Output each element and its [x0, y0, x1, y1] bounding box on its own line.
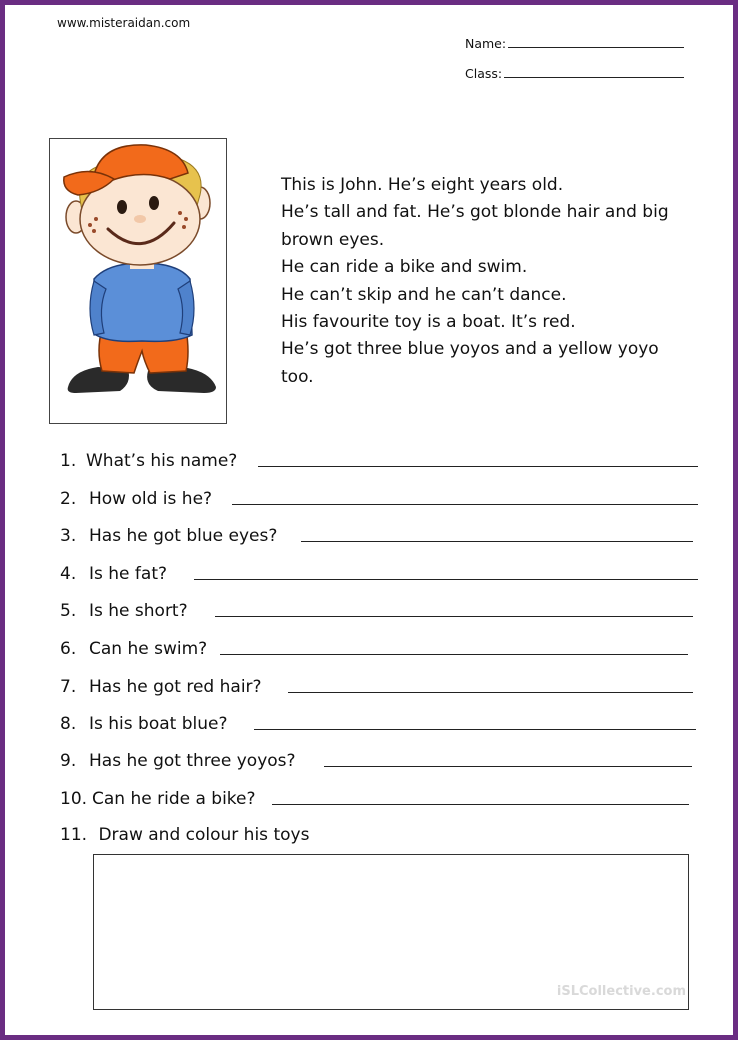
question-text: Is he fat? — [89, 564, 168, 584]
question-text: Can he ride a bike? — [92, 789, 256, 809]
question-number: 7. — [60, 677, 77, 697]
question-text: Is he short? — [89, 601, 188, 621]
question-3 — [60, 522, 277, 546]
question-text: Is his boat blue? — [89, 714, 228, 734]
question-text: Has he got red hair? — [89, 677, 262, 697]
question-number: 11. — [60, 825, 88, 845]
question-number: 2. — [60, 489, 77, 509]
question-number: 1. — [60, 451, 77, 471]
question-9 — [60, 747, 296, 771]
class-label: Class: — [465, 66, 503, 81]
question-8 — [60, 710, 227, 734]
answer-line-9[interactable] — [324, 747, 692, 771]
story-line: His favourite toy is a boat. It’s red. — [281, 312, 576, 333]
question-text: Has he got blue eyes? — [89, 526, 278, 546]
answer-line-7[interactable] — [288, 673, 693, 697]
question-text: Draw and colour his toys — [98, 825, 310, 845]
answer-line-8[interactable] — [254, 710, 696, 734]
question-6 — [60, 635, 207, 659]
website-url: www.misteraidan.com — [57, 16, 191, 30]
question-5 — [60, 597, 188, 621]
story-line: He’s tall and fat. He’s got blonde hair and big — [281, 202, 669, 223]
worksheet-page — [5, 5, 733, 1035]
question-number: 10. — [60, 789, 88, 809]
question-1 — [60, 447, 237, 471]
question-number: 4. — [60, 564, 77, 584]
drawing-box[interactable] — [93, 854, 689, 1010]
boy-cartoon-icon — [50, 139, 226, 423]
class-field[interactable] — [465, 66, 684, 81]
question-4 — [60, 560, 167, 584]
answer-line-5[interactable] — [215, 597, 693, 621]
question-text: What’s his name? — [86, 451, 238, 471]
answer-line-6[interactable] — [220, 635, 688, 659]
question-7 — [60, 673, 262, 697]
boy-illustration-frame — [49, 138, 227, 424]
watermark: iSLCollective.com — [556, 984, 686, 999]
name-answer-line[interactable] — [508, 47, 684, 48]
question-number: 5. — [60, 601, 77, 621]
story-line: too. — [281, 366, 314, 387]
question-2 — [60, 485, 212, 509]
question-number: 3. — [60, 526, 77, 546]
answer-line-2[interactable] — [232, 485, 698, 509]
answer-line-4[interactable] — [194, 560, 698, 584]
question-number: 6. — [60, 639, 77, 659]
question-number: 9. — [60, 751, 77, 771]
answer-line-10[interactable] — [272, 785, 689, 809]
question-10 — [60, 785, 256, 809]
story-line: He can’t skip and he can’t dance. — [281, 284, 567, 305]
story-line: This is John. He’s eight years old. — [281, 175, 564, 195]
answer-line-3[interactable] — [301, 522, 693, 546]
question-text: Can he swim? — [89, 639, 208, 659]
name-field[interactable] — [465, 36, 684, 51]
answer-line-1[interactable] — [258, 447, 698, 471]
question-number: 8. — [60, 714, 77, 734]
story-line: He’s got three blue yoyos and a yellow yoyo — [281, 339, 659, 360]
name-label: Name: — [465, 36, 507, 51]
reading-passage — [281, 172, 711, 391]
question-text: How old is he? — [89, 489, 213, 509]
class-answer-line[interactable] — [504, 77, 684, 78]
story-line: brown eyes. — [281, 229, 385, 250]
question-11 — [60, 825, 309, 845]
story-line: He can ride a bike and swim. — [281, 257, 528, 278]
question-text: Has he got three yoyos? — [89, 751, 296, 771]
